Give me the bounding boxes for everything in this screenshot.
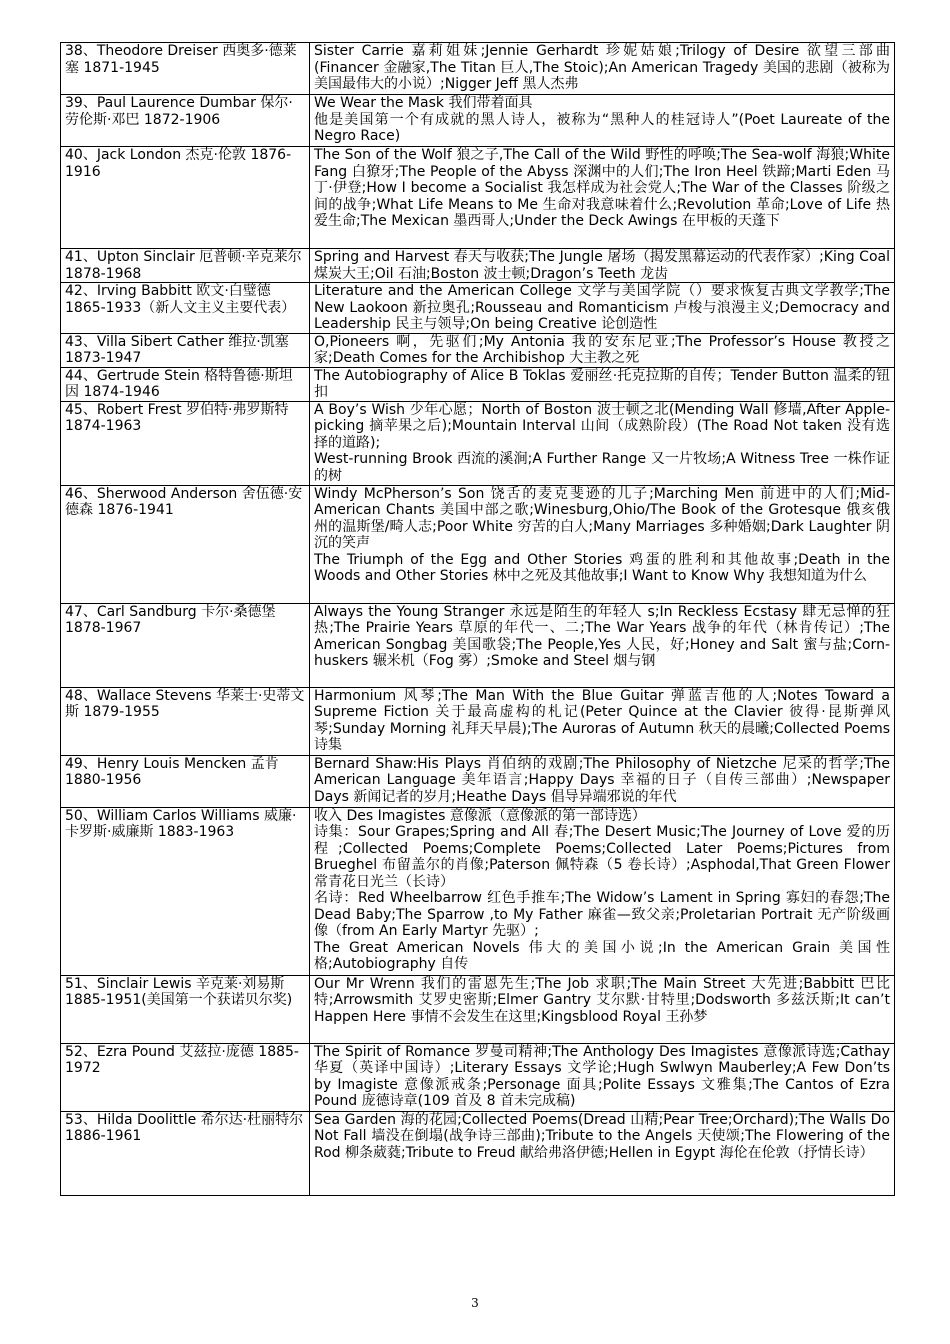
table-body <box>61 43 895 1196</box>
table-row <box>61 283 895 334</box>
works-cell <box>310 485 895 603</box>
table-row <box>61 485 895 603</box>
author-cell: 48、Wallace Stevens 华莱士·史蒂文斯 1879-1955 <box>61 687 310 755</box>
table-row <box>61 95 895 147</box>
works-line: Our Mr Wrenn 我们的雷恩先生;The Job 求职;The Main Street 大先进;Babbitt 巴比特;Arrowsmith 艾罗史密斯;Elmer Gantry 艾尔默·甘特里;Dodsworth 多兹沃斯;It can’t Happen Here 事情不会发生在这里;Kingsblood Royal 王孙梦 <box>314 975 890 1025</box>
works-line: The Spirit of Romance 罗曼司精神;The Anthology Des Imagistes 意像派诗选;Cathay 华夏（英译中国诗）;Literary Essays 文学论;Hugh Swlwyn Mauberley;A Few Don’ts by Imagiste 意像派戒条;Personage 面具;Polite Essays 文雅集;The Cantos of Ezra Pound 庞德诗章(109 首及 8 首未完成稿) <box>314 1043 890 1109</box>
author-cell: 44、Gertrude Stein 格特鲁德·斯坦因 1874-1946 <box>61 367 310 401</box>
table-row <box>61 333 895 367</box>
works-cell <box>310 147 895 249</box>
table-row <box>61 687 895 755</box>
table-row <box>61 1043 895 1111</box>
author-cell: 39、Paul Laurence Dumbar 保尔·劳伦斯·邓巴 1872-1906 <box>61 95 310 147</box>
works-line: The Son of the Wolf 狼之子,The Call of the Wild 野性的呼唤;The Sea-wolf 海狼;White Fang 白獠牙;The People of the Abyss 深渊中的人们;The Iron Heel 铁蹄;Marti Eden 马丁·伊登;How I become a Socialist 我怎样成为社会党人;The War of the Classes 阶级之间的战争;What Life Means to Me 生命对我意味着什么;Revolution 革命;Love of Life 热爱生命;The Mexican 墨西哥人;Under the Deck Awings 在甲板的天蓬下 <box>314 147 890 229</box>
works-line: 收入 Des Imagistes 意像派（意像派的第一部诗选） <box>314 807 646 824</box>
works-cell <box>310 95 895 147</box>
works-cell <box>310 249 895 283</box>
author-cell: 53、Hilda Doolittle 希尔达·杜丽特尔 1886-1961 <box>61 1111 310 1195</box>
works-line: Literature and the American College 文学与美国学院（）要求恢复古典文学教学;The New Laokoon 新拉奥孔;Rousseau and Romanticism 卢梭与浪漫主义;Democracy and Leadership 民主与领导;On being Creative 论创造性 <box>314 283 890 332</box>
works-line: O,Pioneers 啊，先驱们;My Antonia 我的安东尼亚;The Professor’s House 教授之家;Death Comes for the Archibishop 大主教之死 <box>314 333 890 366</box>
author-works-table <box>60 42 895 1196</box>
works-line: Sea Garden 海的花园;Collected Poems(Dread 山精;Pear Tree;Orchard);The Walls Do Not Fall 墙没在倒塌(战争诗三部曲);Tribute to the Angels 天使颂;The Flowering of the Rod 柳条葳蕤;Tribute to Freud 献给弗洛伊德;Hellen in Egypt 海伦在伦敦（抒情长诗） <box>314 1111 890 1161</box>
author-cell: 43、Villa Sibert Cather 维拉·凯塞 1873-1947 <box>61 333 310 367</box>
works-cell <box>310 43 895 95</box>
works-line: Always the Young Stranger 永远是陌生的年轻人 s;In Reckless Ecstasy 肆无忌惮的狂热;The Prairie Years 草原的年代一、二;The War Years 战争的年代（林肯传记）;The American Songbag 美国歌袋;The People,Yes 人民，好;Honey and Salt 蜜与盐;Corn-huskers 辗米机（Fog 雾）;Smoke and Steel 烟与钢 <box>314 603 890 669</box>
works-cell <box>310 603 895 687</box>
works-cell <box>310 807 895 975</box>
table-row <box>61 807 895 975</box>
works-cell <box>310 1111 895 1195</box>
table-row <box>61 43 895 95</box>
works-line: 他是美国第一个有成就的黑人诗人，被称为“黑种人的桂冠诗人”(Poet Laureate of the Negro Race) <box>314 111 890 144</box>
table-row <box>61 603 895 687</box>
works-line: The Autobiography of Alice B Toklas 爱丽丝·托克拉斯的自传；Tender Button 温柔的钮扣 <box>314 367 890 400</box>
works-cell <box>310 283 895 334</box>
works-line: Harmonium 风琴;The Man With the Blue Guitar 弹蓝吉他的人;Notes Toward a Supreme Fiction 关于最高虚构的札记(Peter Quince at the Clavier 彼得·昆斯弹风琴;Sunday Morning 礼拜天早晨);The Auroras of Autumn 秋天的晨曦;Collected Poems 诗集 <box>314 687 890 753</box>
author-cell: 51、Sinclair Lewis 辛克莱·刘易斯 1885-1951(美国第一个获诺贝尔奖) <box>61 975 310 1043</box>
works-line: West-running Brook 西流的溪涧;A Further Range 又一片牧场;A Witness Tree 一株作证的树 <box>314 451 890 484</box>
author-cell: 49、Henry Louis Mencken 孟肯 1880-1956 <box>61 755 310 807</box>
works-line: The Triumph of the Egg and Other Stories 鸡蛋的胜利和其他故事;Death in the Woods and Other Stories 林中之死及其他故事;I Want to Know Why 我想知道为什么 <box>314 551 890 584</box>
works-cell <box>310 975 895 1043</box>
works-line: We Wear the Mask 我们带着面具 <box>314 95 533 111</box>
page-number: 3 <box>471 1296 479 1310</box>
table-row <box>61 367 895 401</box>
author-cell: 52、Ezra Pound 艾兹拉·庞德 1885-1972 <box>61 1043 310 1111</box>
author-cell: 47、Carl Sandburg 卡尔·桑德堡 1878-1967 <box>61 603 310 687</box>
author-cell: 41、Upton Sinclair 厄普顿·辛克莱尔 1878-1968 <box>61 249 310 283</box>
works-cell <box>310 401 895 485</box>
author-cell: 42、Irving Babbitt 欧文·白璧德 1865-1933（新人文主义主要代表） <box>61 283 310 334</box>
author-cell: 38、Theodore Dreiser 西奥多·德莱塞 1871-1945 <box>61 43 310 95</box>
table-row <box>61 975 895 1043</box>
works-line: 名诗：Red Wheelbarrow 红色手推车;The Widow’s Lament in Spring 寡妇的春怨;The Dead Baby;The Sparrow ,to My Father 麻雀—致父亲;Proletarian Portrait 无产阶级画像（from An Early Martyr 先驱）; <box>314 890 890 939</box>
table-row <box>61 249 895 283</box>
table-row <box>61 1111 895 1195</box>
author-cell: 45、Robert Frest 罗伯特·弗罗斯特 1874-1963 <box>61 401 310 485</box>
works-line: A Boy’s Wish 少年心愿；North of Boston 波士顿之北(Mending Wall 修墙,After Apple-picking 摘苹果之后);Mountain Interval 山间（成熟阶段）(The Road Not taken 没有选择的道路); <box>314 401 890 451</box>
works-cell <box>310 755 895 807</box>
works-line: The Great American Novels 伟大的美国小说;In the American Grain 美国性格;Autobiography 自传 <box>314 939 890 972</box>
works-cell <box>310 687 895 755</box>
works-line: 诗集：Sour Grapes;Spring and All 春;The Desert Music;The Journey of Love 爱的历程;Collected Poems;Complete Poems;Collected Later Poems;Pictures from Brueghel 布留盖尔的肖像;Paterson 佩特森（5 卷长诗）;Asphodal,That Green Flower 常青花日光兰（长诗） <box>314 824 890 890</box>
author-cell: 40、Jack London 杰克·伦敦 1876-1916 <box>61 147 310 249</box>
author-cell: 46、Sherwood Anderson 舍伍德·安德森 1876-1941 <box>61 485 310 603</box>
table-row <box>61 147 895 249</box>
works-cell <box>310 367 895 401</box>
table-row <box>61 401 895 485</box>
works-cell <box>310 333 895 367</box>
works-line: Sister Carrie 嘉莉姐妹;Jennie Gerhardt 珍妮姑娘;Trilogy of Desire 欲望三部曲(Financer 金融家,The Titan 巨人,The Stoic);An American Tragedy 美国的悲剧（被称为美国最伟大的小说）;Nigger Jeff 黑人杰弗 <box>314 43 890 92</box>
works-line: Windy McPherson’s Son 饶舌的麦克斐逊的儿子;Marching Men 前进中的人们;Mid-American Chants 美国中部之歌;Winesburg,Ohio/The Book of the Grotesque 俄亥俄州的温斯堡/畸人志;Poor White 穷苦的白人;Many Marriages 多种婚姻;Dark Laughter 阴沉的笑声 <box>314 485 890 551</box>
author-cell: 50、William Carlos Williams 威廉·卡罗斯·威廉斯 1883-1963 <box>61 807 310 975</box>
table-row <box>61 755 895 807</box>
works-line: Spring and Harvest 春天与收获;The Jungle 屠场（揭发黑幕运动的代表作家）;King Coal 煤炭大王;Oil 石油;Boston 波士顿;Dragon’s Teeth 龙齿 <box>314 249 890 282</box>
works-line: Bernard Shaw:His Plays 肖伯纳的戏剧;The Philosophy of Nietzche 尼采的哲学;The American Language 美年语言;Happy Days 幸福的日子（自传三部曲）;Newspaper Days 新闻记者的岁月;Heathe Days 倡导异端邪说的年代 <box>314 755 890 805</box>
works-cell <box>310 1043 895 1111</box>
